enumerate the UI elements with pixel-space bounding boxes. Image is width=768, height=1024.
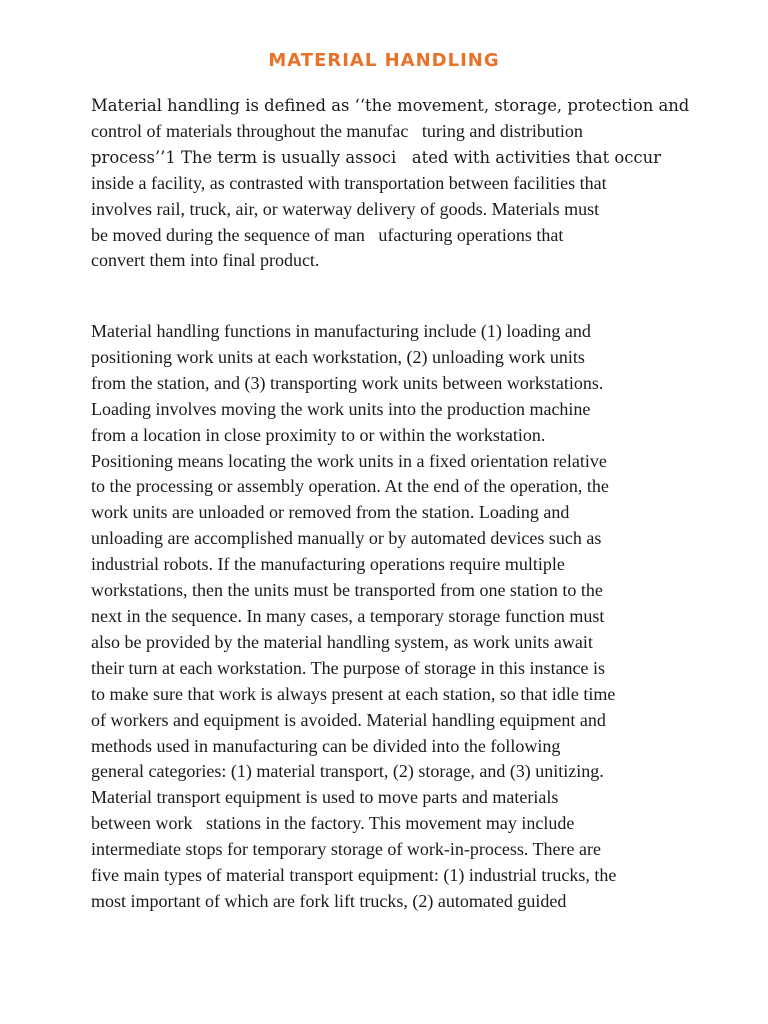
text-line: to make sure that work is always present at each station, so that idle time [91, 683, 616, 704]
text-line: Positioning means locating the work units in a fixed orientation relative [91, 450, 607, 471]
text-line: to the processing or assembly operation. At the end of the operation, the [91, 476, 609, 497]
text-line: also be provided by the material handling system, as work units await [91, 631, 593, 652]
text-line: from a location in close proximity to or within the workstation. [91, 424, 546, 445]
text-line: their turn at each workstation. The purpose of storage in this instance is [91, 657, 606, 678]
text-line: of workers and equipment is avoided. Material handling equipment and [91, 709, 606, 730]
text-line: general categories: (1) material transport, (2) storage, and (3) unitizing. [91, 761, 604, 782]
text-line: control of materials throughout the manufac turing and distribution [91, 120, 583, 141]
text-line: process’’1 The term is usually associ ated with activities that occur [91, 147, 662, 167]
text-line: positioning work units at each workstation, (2) unloading work units [91, 346, 585, 367]
text-line: from the station, and (3) transporting work units between workstations. [91, 372, 604, 393]
text-line: unloading are accomplished manually or by automated devices such as [91, 528, 602, 549]
text-line: Material handling functions in manufacturing include (1) loading and [91, 321, 591, 341]
text-line: Loading involves moving the work units into the production machine [91, 398, 591, 419]
text-line: workstations, then the units must be transported from one station to the [91, 580, 603, 601]
text-line: intermediate stops for temporary storage of work-in-process. There are [91, 839, 601, 860]
text-line: involves rail, truck, air, or waterway delivery of goods. Materials must [91, 198, 600, 219]
text-line: between work stations in the factory. This movement may include [91, 813, 575, 834]
paragraph-definition [91, 93, 691, 274]
page-title: MATERIAL HANDLING [268, 50, 500, 71]
text-line: inside a facility, as contrasted with transportation between facilities that [91, 172, 607, 193]
text-line: be moved during the sequence of man ufacturing operations that [91, 224, 564, 245]
text-line: work units are unloaded or removed from the station. Loading and [91, 502, 570, 523]
text-line: methods used in manufacturing can be divided into the following [91, 735, 561, 756]
paragraph-functions [91, 319, 691, 915]
text-line: next in the sequence. In many cases, a temporary storage function must [91, 605, 605, 626]
text-line: five main types of material transport equipment: (1) industrial trucks, the [91, 865, 617, 886]
text-line: most important of which are fork lift trucks, (2) automated guided [91, 890, 567, 911]
text-line: convert them into final product. [91, 250, 320, 271]
text-line: Material handling is defined as ‘‘the movement, storage, protection and [91, 96, 690, 115]
text-line: Material transport equipment is used to move parts and materials [91, 787, 559, 808]
text-line: industrial robots. If the manufacturing operations require multiple [91, 554, 565, 575]
